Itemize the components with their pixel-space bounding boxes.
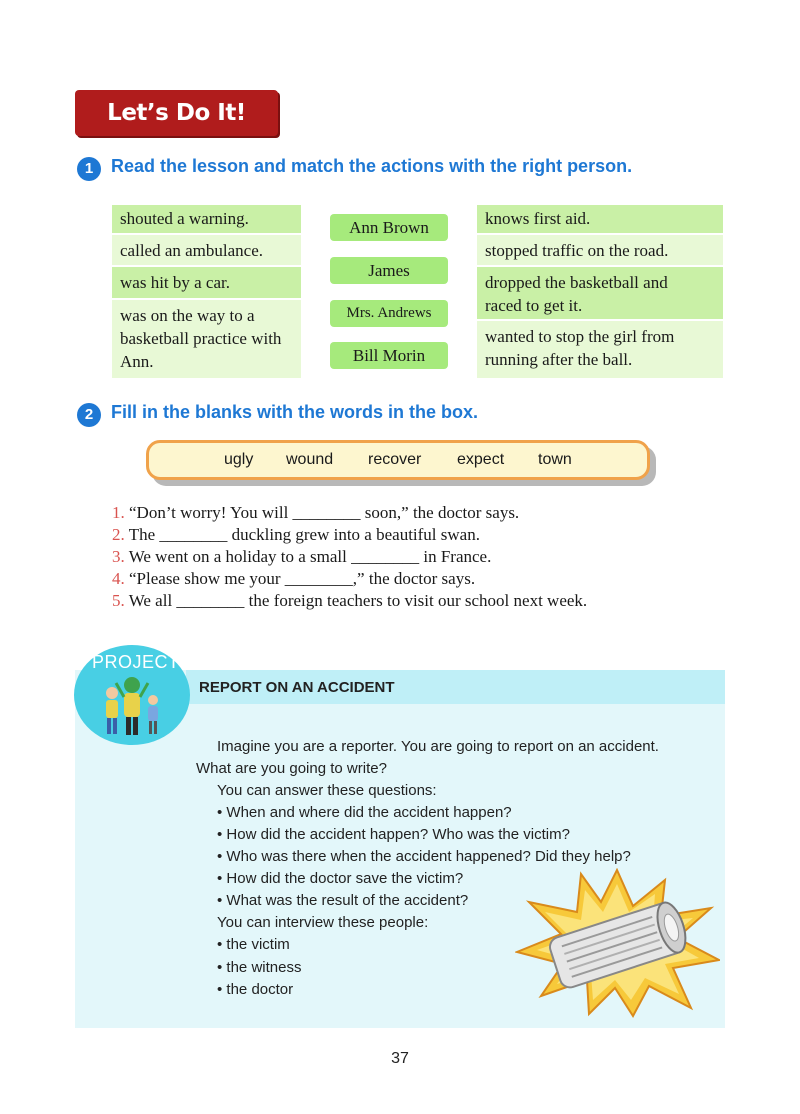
lets-do-it-banner [75,90,278,136]
sentence-text: “Don’t worry! You will ________ soon,” the doctor says. [129,503,520,522]
page-number: 37 [391,1050,409,1067]
left-action-1: shouted a warning. [112,205,301,233]
person-item: • the witness [217,959,302,976]
exercise-2-heading: Fill in the blanks with the words in the box. [111,402,479,422]
exercise-2-number: 2 [77,403,101,427]
questions-intro: You can answer these questions: [217,782,437,799]
name-mrs-andrews: Mrs. Andrews [330,300,448,327]
interview-intro: You can interview these people: [217,914,429,931]
name-james: James [330,257,448,284]
sentence-text: We all ________ the foreign teachers to visit our school next week. [128,591,588,610]
banner-title: Let’s Do It! [107,100,246,126]
sentence-number: 3. [112,547,125,566]
question-item: • How did the doctor save the victim? [217,870,464,887]
word-ugly: ugly [224,451,254,468]
sentence-number: 1. [112,503,125,522]
newspaper-starburst-icon [515,868,720,1018]
person-item: • the doctor [217,981,294,998]
name-ann-brown: Ann Brown [330,214,448,241]
question-item: • How did the accident happen? Who was the victim? [217,826,570,843]
right-action-4: wanted to stop the girl from running after the ball. [477,321,723,378]
sentence-1 [112,502,519,524]
right-action-3: dropped the basketball and raced to get it. [477,267,723,319]
question-item: • What was the result of the accident? [217,892,469,909]
sentence-text: We went on a holiday to a small ________ in France. [128,547,492,566]
project-intro-line-1: Imagine you are a reporter. You are going to report on an accident. [217,738,659,755]
sentence-number: 5. [112,591,125,610]
project-intro-line-2: What are you going to write? [196,760,387,777]
word-recover: recover [368,451,422,468]
exercise-1-heading: Read the lesson and match the actions with the right person. [111,156,633,176]
question-item: • Who was there when the accident happened? Did they help? [217,848,631,865]
sentence-3 [112,546,491,568]
left-action-3: was hit by a car. [112,267,301,298]
sentence-text: “Please show me your ________,” the doctor says. [129,569,476,588]
person-item: • the victim [217,936,290,953]
right-action-1: knows first aid. [477,205,723,233]
left-action-4: was on the way to a basketball practice with Ann. [112,300,301,378]
name-bill-morin: Bill Morin [330,342,448,369]
sentence-2 [112,524,480,546]
project-label: PROJECT [92,652,180,672]
project-title: REPORT ON AN ACCIDENT [199,679,395,696]
sentence-text: The ________ duckling grew into a beautiful swan. [128,525,480,544]
sentence-4 [112,568,475,590]
sentence-number: 2. [112,525,125,544]
left-action-2: called an ambulance. [112,235,301,265]
sentence-5 [112,590,587,612]
exercise-1-number: 1 [77,157,101,181]
sentence-number: 4. [112,569,125,588]
word-wound: wound [286,451,334,468]
word-town: town [538,451,572,468]
word-expect: expect [457,451,505,468]
question-item: • When and where did the accident happen? [217,804,512,821]
right-action-2: stopped traffic on the road. [477,235,723,265]
